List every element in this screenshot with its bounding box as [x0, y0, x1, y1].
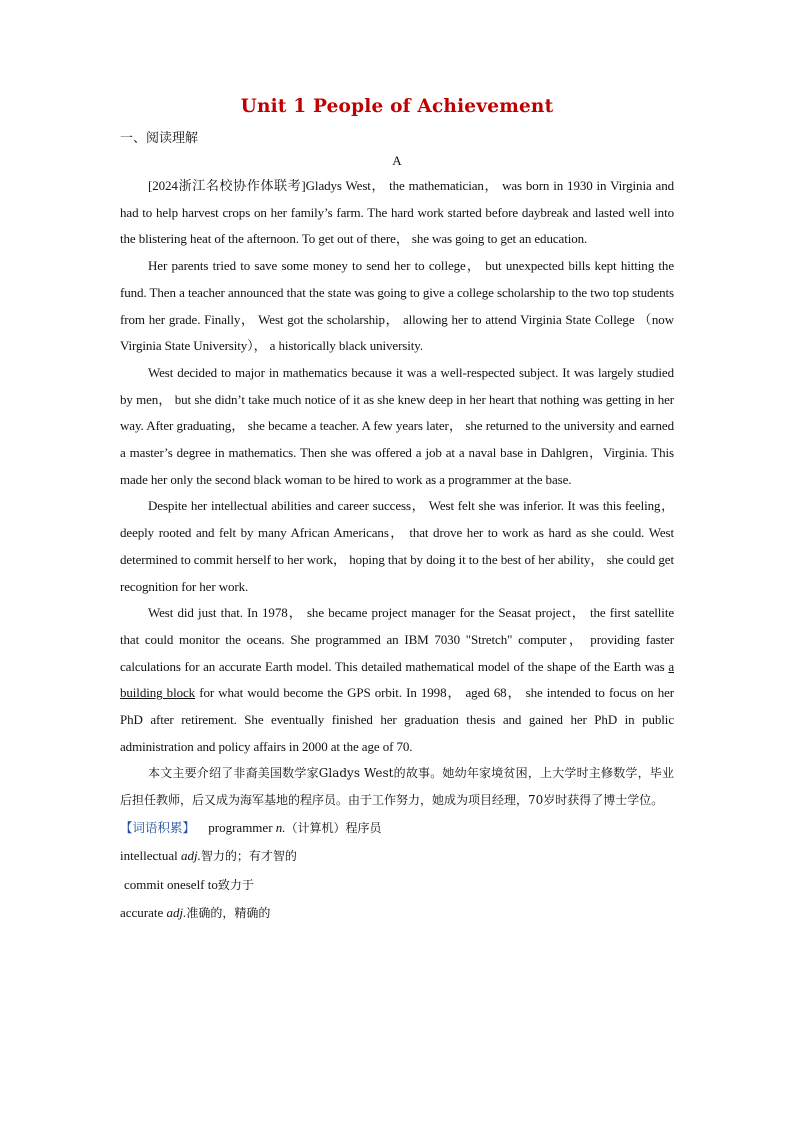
page-title: Unit 1 People of Achievement — [240, 96, 554, 117]
section-heading: 一、阅读理解 — [120, 131, 199, 146]
passage-paragraph-1: [2024浙江名校协作体联考]Gladys West， the mathematician， was born in 1930 in Virginia and had to help harvest crops on her family’s farm. The hard work started before daybreak and lasted well into the blistering heat of the afternoon. To get out of there， she was going to get an education. — [120, 178, 674, 247]
vocab-word: accurate — [120, 905, 164, 921]
vocab-pos: adj. — [166, 905, 187, 921]
passage-paragraph-2: Her parents tried to save some money to send her to college， but unexpected bills kept hitting the fund. Then a teacher announced that the state was going to give a college scholarship to the two top students from her grade. Finally， West got the scholarship， allowing her to attend Virginia State College （now Virginia State University）， a historically black university. — [120, 258, 674, 354]
vocab-word: programmer — [208, 819, 273, 835]
vocab-pos: n. — [275, 819, 286, 835]
vocab-pos: adj. — [181, 848, 201, 864]
vocab-tag: 【词语积累】 — [120, 819, 196, 835]
passage-summary: 本文主要介绍了非裔美国数学家Gladys West的故事。她幼年家境贫困，上大学时主修数学，毕业后担任教师，后又成为海军基地的程序员。由于工作努力，她成为项目经理，70岁时获得了博士学位。 — [120, 766, 674, 808]
passage-paragraph-5 — [120, 600, 674, 760]
vocab-meaning: （计算机）程序员 — [285, 820, 382, 835]
vocab-item-1 — [120, 814, 674, 843]
underlined-phrase: a building block — [120, 658, 675, 701]
vocab-word: intellectual — [120, 848, 178, 864]
paragraph-5-text-after: for what would become the GPS orbit. In 1998， aged 68， she intended to focus on her PhD after retirement. She eventually finished her graduation thesis and gained her PhD in public administration and policy affairs in 2000 at the age of 70. — [120, 685, 674, 754]
vocab-item-3 — [120, 871, 674, 900]
vocab-meaning: 致力于 — [217, 877, 254, 892]
vocab-word: commit oneself to — [124, 876, 218, 892]
paragraph-5-text-before: West did just that. In 1978， she became project manager for the Seasat project， the first satellite that could monitor the oceans. She programmed an IBM 7030 "Stretch" computer， providing faster calculations for an accurate Earth model. This detailed mathematical model of the shape of the Earth was — [120, 605, 674, 674]
passage-letter: A — [392, 153, 402, 168]
vocab-item-2 — [120, 842, 674, 871]
vocab-meaning: 智力的；有才智的 — [200, 849, 297, 864]
passage-paragraph-3: West decided to major in mathematics because it was a well-respected subject. It was largely studied by men， but she didn’t take much notice of it as she knew deep in her heart that nothing was getting in her way. After graduating， she became a teacher. A few years later， she returned to the university and earned a master’s degree in mathematics. Then she was offered a job at a naval base in Dahlgren，Virginia. This made her only the second black woman to be hired to work as a programmer at the base. — [120, 364, 674, 487]
vocab-meaning: 准确的，精确的 — [186, 906, 271, 921]
vocab-item-4 — [120, 899, 674, 928]
passage-paragraph-4: Despite her intellectual abilities and career success， West felt she was inferior. It was this feeling， deeply rooted and felt by many African Americans， that drove her to work as hard as she could. West determined to commit herself to her work， hoping that by doing it to the best of her ability， she could get recognition for her work. — [120, 498, 674, 594]
